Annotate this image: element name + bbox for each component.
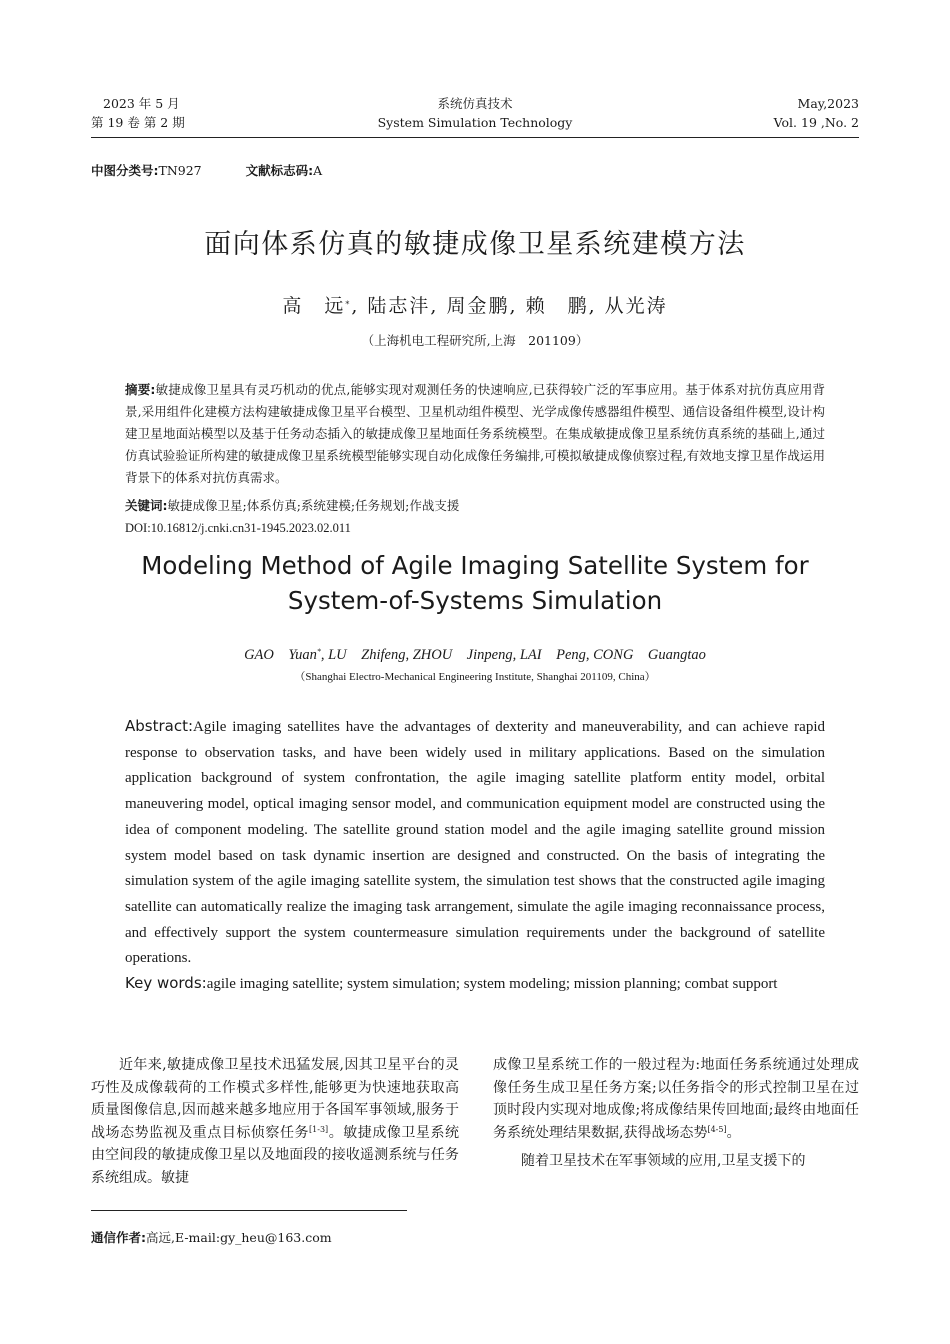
title-cn: 面向体系仿真的敏捷成像卫星系统建模方法 [204, 229, 746, 260]
header-divider [91, 137, 859, 138]
classification-line [91, 161, 322, 179]
abstract-cn-text: 敏捷成像卫星具有灵巧机动的优点,能够实现对观测任务的快速响应,已获得较广泛的军事应用。基于体系对抗仿真应用背景,采用组件化建模方法构建敏捷成像卫星平台模型、卫星机动组件模型、光学成像传感器组件模型、通信设备组件模型,设计构建卫星地面站模型以及基于任务动态插入的敏捷成像卫星地面任务系统模型。在集成敏捷成像卫星系统仿真系统的基础上,通过仿真试验验证所构建的敏捷成像卫星系统模型能够实现自动化成像任务编排,可模拟敏捷成像侦察过程,有效地支撑卫星作战运用背景下的体系对抗仿真需求。 [125, 382, 826, 485]
issue-volume-cn: 第 19 卷 第 2 期 [91, 115, 185, 130]
doi: DOI:10.16812/j.cnki.cn31-1945.2023.02.011 [125, 521, 351, 535]
title-en-line-1: Modeling Method of Agile Imaging Satellite System for [141, 551, 809, 580]
title-en-line-2: System-of-Systems Simulation [287, 586, 663, 615]
citation: [1-3] [309, 1124, 329, 1134]
body-column-right [493, 1054, 859, 1173]
body-paragraph [91, 1054, 459, 1189]
body-text: 。敏捷成像卫星系统由空间段的敏捷成像卫星以及地面段的接收遥测系统与任务系统组成。敏捷 [91, 1124, 459, 1186]
corresponding-mark-en: * [316, 647, 321, 656]
issue-date-en: May,2023 [797, 96, 859, 111]
authors-en [0, 643, 950, 664]
affiliation-en: （Shanghai Electro-Mechanical Engineering Institute, Shanghai 201109, China） [294, 671, 656, 683]
header-right [774, 94, 859, 132]
body-text: 。 [726, 1124, 741, 1141]
affiliation-cn: （上海机电工程研究所,上海 201109） [361, 333, 589, 348]
corresponding-text: 高远,E-mail:gy_heu@163.com [146, 1230, 332, 1245]
authors-cn [0, 291, 950, 318]
keywords-cn-label: 关键词: [125, 498, 168, 513]
abstract-cn-label: 摘要: [125, 382, 156, 397]
clc-value: TN927 [158, 163, 202, 178]
first-author-en: GAO Yuan [244, 647, 317, 663]
body-paragraph [493, 1054, 859, 1144]
corresponding-mark-cn: * [345, 300, 352, 309]
keywords-en-text: agile imaging satellite; system simulation; system modeling; mission planning; combat support [206, 976, 778, 992]
body-paragraph: 随着卫星技术在军事领域的应用,卫星支援下的 [521, 1153, 806, 1169]
corresponding-author-note [91, 1228, 332, 1246]
keywords-en-label: Key words: [125, 974, 207, 992]
other-authors-cn: , 陆志沣, 周金鹏, 赖 鹏, 从光涛 [351, 295, 668, 317]
abstract-en [125, 714, 825, 972]
keywords-en [125, 971, 825, 998]
clc-label: 中图分类号: [91, 163, 159, 178]
citation: [4-5] [707, 1124, 727, 1134]
keywords-cn-text: 敏捷成像卫星;体系仿真;系统建模;任务规划;作战支援 [167, 498, 460, 513]
body-text: 成像卫星系统工作的一般过程为:地面任务系统通过处理成像任务生成卫星任务方案;以任务指令的形式控制卫星在过顶时段内实现对地成像;将成像结果传回地面;最终由地面任务系统处理结果数据,获得战场态势 [493, 1057, 859, 1141]
journal-name-en: System Simulation Technology [377, 115, 573, 130]
journal-name-cn: 系统仿真技术 [437, 96, 513, 111]
other-authors-en: , LU Zhifeng, ZHOU Jinpeng, LAI Peng, CONG Guangtao [320, 647, 706, 663]
doc-code-label: 文献标志码: [245, 163, 314, 178]
issue-volume-en: Vol. 19 ,No. 2 [773, 115, 859, 130]
abstract-cn [125, 379, 825, 489]
corresponding-label: 通信作者: [91, 1230, 146, 1245]
keywords-cn [125, 495, 459, 517]
footnote-divider [91, 1210, 407, 1211]
body-column-left [91, 1054, 459, 1189]
issue-date-cn: 2023 年 5 月 [103, 96, 180, 111]
abstract-en-label: Abstract: [125, 717, 194, 735]
first-author-cn: 高 远 [282, 295, 346, 317]
body-text: 近年来,敏捷成像卫星技术迅猛发展,因其卫星平台的灵巧性及成像载荷的工作模式多样性,能够更为快速地获取高质量图像信息,因而越来越多地应用于各国军事领域,服务于战场态势监视及重点目标侦察任务 [91, 1057, 459, 1141]
doc-code-value: A [313, 163, 323, 178]
abstract-en-text: Agile imaging satellites have the advantages of dexterity and maneuverability, and can achieve rapid response to observation tasks, and have been widely used in military applications. Based on the simulation application background of system confrontation, the agile imaging satellite platform entity model, orbital maneuvering model, optical imaging sensor model, and communication equipment model are constructed using the idea of component modeling. The satellite ground station model and the agile imaging satellite ground mission system model based on task dynamic insertion are designed and constructed. On the basis of integrating the simulation system of the agile imaging satellite system, the simulation test shows that the constructed agile imaging satellite can automatically realize the imaging task arrangement, simulate the agile imaging reconnaissance process, and effectively support the system countermeasure simulation requirements under the background of satellite operations. [125, 719, 825, 967]
title-en [0, 548, 950, 618]
